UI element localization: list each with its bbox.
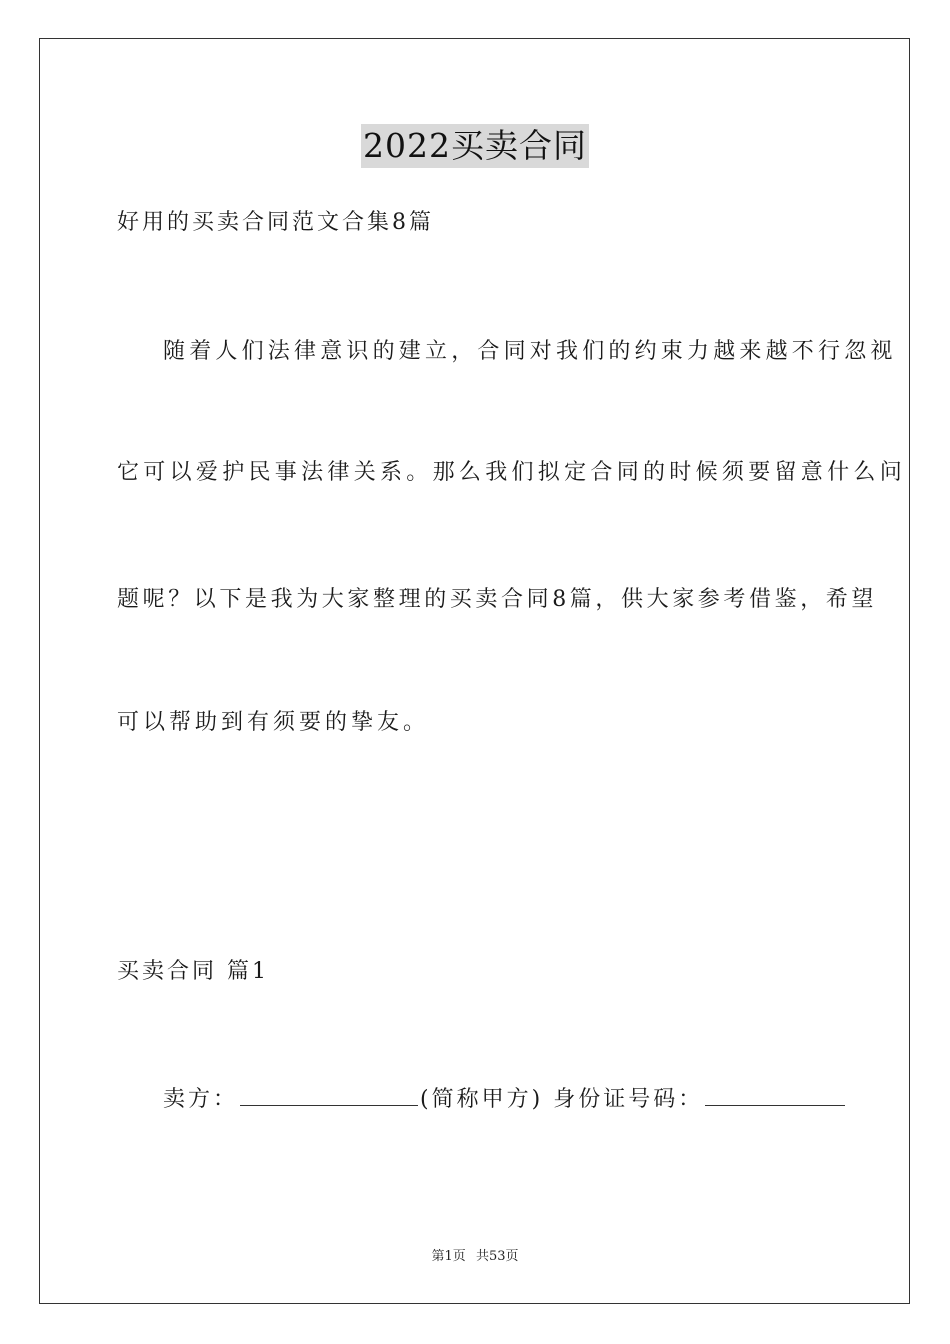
page-footer bbox=[0, 1248, 950, 1266]
seller-id-label: 身份证号码： bbox=[553, 1087, 704, 1112]
seller-id-blank[interactable] bbox=[705, 1083, 845, 1106]
seller-name-blank[interactable] bbox=[240, 1083, 418, 1106]
document-subtitle: 好用的买卖合同范文合集8篇 bbox=[117, 210, 434, 235]
seller-label: 卖方： bbox=[163, 1087, 239, 1112]
intro-line-1: 随着人们法律意识的建立，合同对我们的约束力越来越不行忽视 bbox=[163, 339, 897, 364]
intro-line-4: 可以帮助到有须要的挚友。 bbox=[117, 710, 430, 735]
title-container bbox=[0, 124, 950, 168]
page-total: 共53页 bbox=[475, 1249, 519, 1264]
page-current: 第1页 bbox=[431, 1249, 466, 1264]
seller-line bbox=[163, 1083, 847, 1115]
section-heading: 买卖合同 篇1 bbox=[117, 959, 269, 984]
seller-note: (简称甲方) bbox=[420, 1087, 544, 1112]
document-title: 2022买卖合同 bbox=[361, 124, 589, 168]
intro-line-3: 题呢？以下是我为大家整理的买卖合同8篇，供大家参考借鉴，希望 bbox=[117, 587, 877, 612]
intro-line-2: 它可以爱护民事法律关系。那么我们拟定合同的时候须要留意什么问 bbox=[117, 460, 907, 485]
